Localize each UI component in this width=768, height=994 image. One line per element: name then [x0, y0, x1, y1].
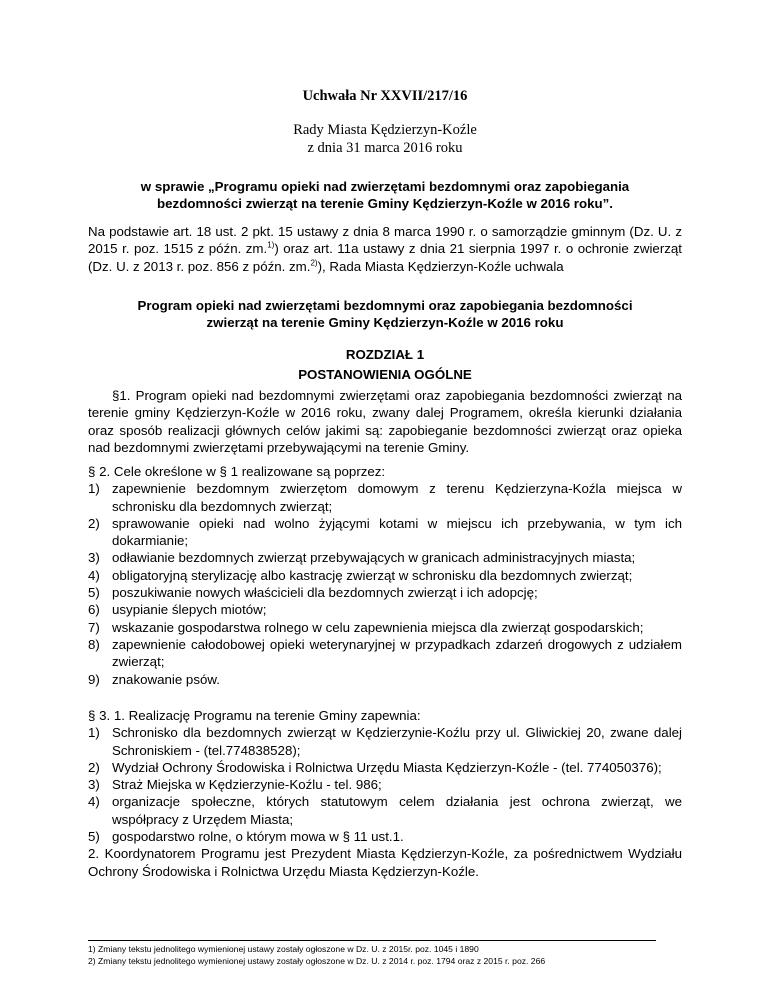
- section-2-intro: § 2. Cele określone w § 1 realizowane są poprzez:: [88, 464, 386, 479]
- list-item: 3) Straż Miejska w Kędzierzynie-Koźlu - tel. 986;: [88, 777, 382, 793]
- section-2-list: [88, 480, 682, 688]
- footnote-1: 1) Zmiany tekstu jednolitego wymienionej ustawy zostały ogłoszone w Dz. U. z 2015r. poz. 1045 i 1890: [88, 944, 479, 954]
- resolution-subject: [88, 178, 682, 212]
- list-item: 1) zapewnienie bezdomnym zwierzętom domowym z terenu Kędzierzyna-Koźla miejsca w schronisku dla bezdomnych zwierząt;: [88, 481, 682, 514]
- section-2: [88, 463, 682, 688]
- program-title-line-2: zwierząt na terenie Gminy Kędzierzyn-Koźle w 2016 roku: [206, 315, 564, 330]
- list-item: 1) Schronisko dla bezdomnych zwierząt w Kędzierzynie-Koźlu przy ul. Gliwickiej 20, zwane dalej Schroniskiem - (tel.774838528);: [88, 725, 682, 758]
- program-title-line-1: Program opieki nad zwierzętami bezdomnymi oraz zapobiegania bezdomności: [137, 298, 633, 313]
- section-3: [88, 707, 682, 880]
- list-item: 3) odławianie bezdomnych zwierząt przebywających w granicach administracyjnych miasta;: [88, 550, 636, 566]
- council-name: Rady Miasta Kędzierzyn-Koźle: [293, 122, 477, 138]
- list-item: 5) poszukiwanie nowych właścicieli dla bezdomnych zwierząt i ich adopcję;: [88, 585, 538, 601]
- subject-line-2: bezdomności zwierząt na terenie Gminy Kędzierzyn-Koźle w 2016 roku”.: [157, 196, 613, 211]
- list-item: 2) Wydział Ochrony Środowiska i Rolnictwa Urzędu Miasta Kędzierzyn-Koźle - (tel. 774050376);: [88, 759, 662, 775]
- list-item: 6) usypianie ślepych miotów;: [88, 602, 267, 618]
- footnote-divider: [88, 940, 656, 941]
- legal-basis-part-3: ), Rada Miasta Kędzierzyn-Koźle uchwala: [317, 258, 564, 274]
- resolution-date: z dnia 31 marca 2016 roku: [307, 140, 463, 156]
- list-item: 4) obligatoryjną sterylizację albo kastrację zwierząt w schronisku dla bezdomnych zwierząt;: [88, 567, 633, 583]
- list-item: 5) gospodarstwo rolne, o którym mowa w § 11 ust.1.: [88, 829, 404, 845]
- subject-line-1: w sprawie „Programu opieki nad zwierzętami bezdomnymi oraz zapobiegania: [140, 179, 630, 194]
- footnote-ref-2: 2): [310, 258, 318, 268]
- chapter-title: POSTANOWIENIA OGÓLNE: [298, 367, 472, 382]
- council-info: [88, 121, 682, 157]
- list-item: 4) organizacje społeczne, których statutowym celem działania jest ochrona zwierząt, we współpracy z Urzędem Miasta;: [88, 794, 682, 827]
- section-1: §1. Program opieki nad bezdomnymi zwierzętami oraz zapobiegania bezdomności zwierząt na terenie gminy Kędzierzyn-Koźle w 2016 roku, zwany dalej Programem, określa kierunki działania oraz sposób realizacji głównych celów jakimi są: zapobieganie bezdomności zwierząt oraz opieka nad bezdomnymi zwierzętami przebywającymi na terenie Gminy.: [88, 388, 682, 455]
- footnotes: [88, 944, 688, 967]
- section-3-list: [88, 724, 682, 845]
- footnote-ref-1: 1): [267, 240, 275, 250]
- legal-basis-part-1: Na podstawie art. 18 ust. 2 pkt. 15 ustawy z dnia 8 marca 1990 r. o samorządzie gminnym (Dz. U. z 2015 r. poz. 1515 z późn. zm.: [88, 224, 682, 257]
- legal-basis: [88, 223, 682, 275]
- list-item: 2) sprawowanie opieki nad wolno żyjącymi kotami w miejscu ich przebywania, w tym ich dokarmianie;: [88, 515, 682, 549]
- list-item: 8) zapewnienie całodobowej opieki weterynaryjnej w przypadkach zdarzeń drogowych z udziałem zwierząt;: [88, 636, 682, 670]
- legal-basis-part-2: ) oraz art. 11a ustawy z dnia 21 sierpnia 1997 r. o ochronie zwierząt (Dz. U. z 2013 r. poz. 856 z późn. zm.: [88, 241, 682, 274]
- section-3-intro: § 3. 1. Realizację Programu na terenie Gminy zapewnia:: [88, 708, 421, 723]
- coordinator-paragraph: 2. Koordynatorem Programu jest Prezydent Miasta Kędzierzyn-Koźle, za pośrednictwem Wydziału Ochrony Środowiska i Rolnictwa Urzędu Miasta Kędzierzyn-Koźle.: [88, 846, 682, 879]
- footnote-2: 2) Zmiany tekstu jednolitego wymienionej ustawy zostały ogłoszone w Dz. U. z 2014 r. poz. 1794 oraz z 2015 r. poz. 266: [88, 955, 546, 966]
- resolution-title: Uchwała Nr XXVII/217/16: [302, 88, 468, 104]
- list-item: 9) znakowanie psów.: [88, 671, 220, 687]
- list-item: 7) wskazanie gospodarstwa rolnego w celu zapewnienia miejsca dla zwierząt gospodarskich;: [88, 619, 644, 635]
- program-title: [88, 297, 682, 331]
- chapter-heading: ROZDZIAŁ 1: [345, 347, 425, 362]
